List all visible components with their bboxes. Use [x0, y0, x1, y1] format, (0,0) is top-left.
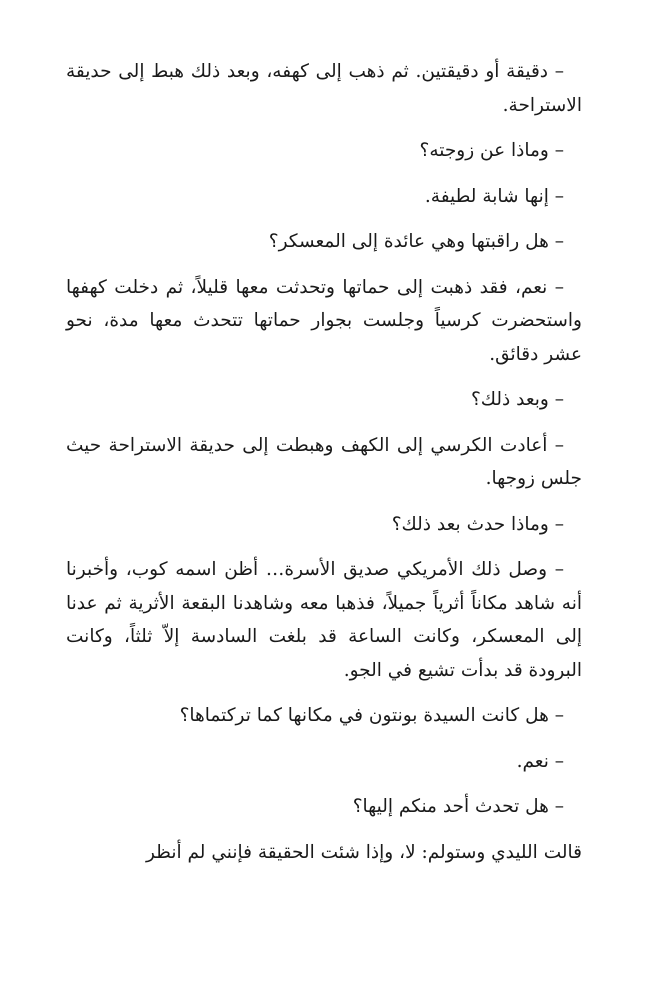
paragraph-6: – وبعد ذلك؟: [470, 389, 564, 410]
paragraph-10: – هل كانت السيدة بونتون في مكانها كما تركتماها؟: [179, 705, 564, 726]
paragraph-8: – وماذا حدث بعد ذلك؟: [391, 513, 564, 535]
paragraph-3: – إنها شابة لطيفة.: [424, 185, 564, 207]
paragraph-5: – نعم، فقد ذهبت إلى حماتها وتحدثت معها قليلاً، ثم دخلت كهفها واستحضرت كرسياً وجلست بجوار حماتها تتحدث معها مدة، نحو عشر دقائق.: [66, 276, 582, 365]
paragraph-1: – دقيقة أو دقيقتين. ثم ذهب إلى كهفه، وبعد ذلك هبط إلى حديقة الاستراحة.: [66, 61, 582, 116]
paragraph-2: – وماذا عن زوجته؟: [419, 140, 564, 161]
paragraph-4: – هل راقبتها وهي عائدة إلى المعسكر؟: [268, 231, 564, 252]
paragraph-11: – نعم.: [516, 750, 564, 772]
paragraph-12: – هل تحدث أحد منكم إليها؟: [352, 796, 564, 817]
book-page-text: [66, 55, 582, 869]
paragraph-13: قالت الليدي وستولم: لا، وإذا شئت الحقيقة فإنني لم أنظر: [145, 841, 582, 863]
paragraph-9: – وصل ذلك الأمريكي صديق الأسرة… أظن اسمه كوب، وأخبرنا أنه شاهد مكاناً أثرياً جميلاً، فذهبا معه وشاهدنا البقعة الأثرية ثم عدنا إلى المعسكر، وكانت الساعة قد بلغت السادسة إلاّ ثلثاً، وكانت البرودة قد بدأت تشيع في الجو.: [66, 559, 582, 681]
paragraph-7: – أعادت الكرسي إلى الكهف وهبطت إلى حديقة الاستراحة حيث جلس زوجها.: [66, 434, 582, 489]
